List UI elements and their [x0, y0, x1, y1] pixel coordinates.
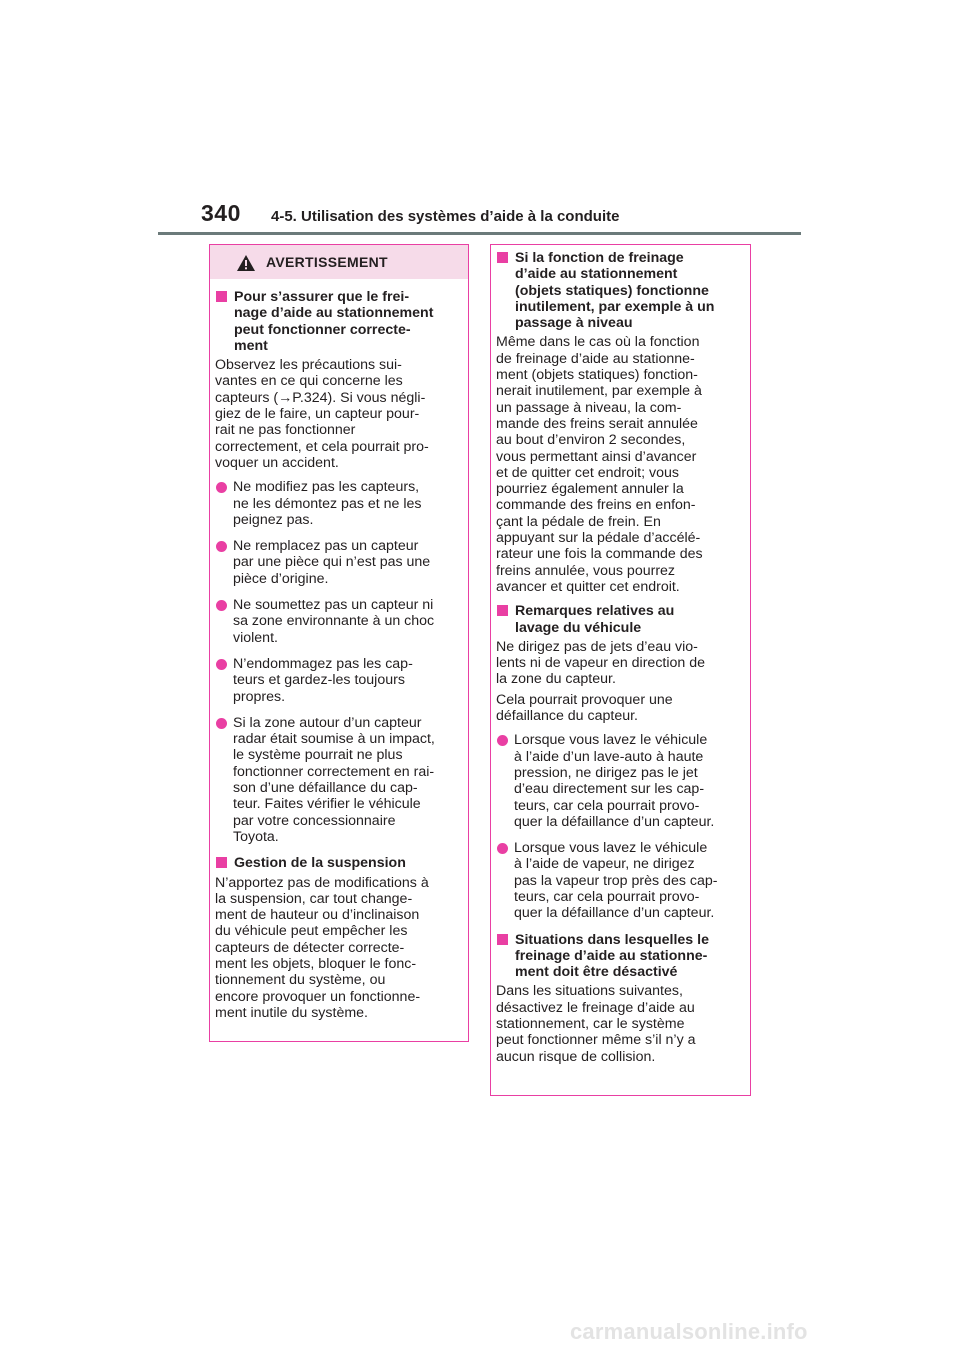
heading-suspension: Gestion de la suspension — [215, 855, 468, 871]
circle-bullet-icon — [216, 659, 227, 670]
section-title: 4-5. Utilisation des systèmes d’aide à la conduite — [271, 208, 620, 225]
bullet-item: Lorsque vous lavez le véhicule à l’aide d’un lave-auto à haute pression, ne dirigez pas le jet d’eau directement sur les cap- teurs, car cela pourrait provo- quer la défaillance d’un capteur. — [496, 732, 750, 830]
square-bullet-icon — [216, 291, 227, 302]
paragraph-sensor-precautions: Observez les précautions sui- vantes en ce qui concerne les capteurs (→P.324). Si vous négli- giez de le faire, un capteur pour- rait ne pas fonctionner correctement, et cela pourrait pro- voquer un accident. — [215, 357, 429, 471]
paragraph-suspension: N’apportez pas de modifications à la suspension, car tout change- ment de hauteur ou d’inclinaison du véhicule peut empêcher les capteurs de détecter correcte- ment les objets, bloquer le fonc- tionnement du système, ou encore provoquer un fonctionne- ment inutile du système. — [215, 874, 429, 1021]
header-divider — [158, 232, 801, 235]
info-box — [490, 244, 751, 1096]
paragraph-water-jets: Ne dirigez pas de jets d’eau vio- lents ni de vapeur en direction de la zone du capteur. — [496, 638, 706, 688]
square-bullet-icon — [497, 934, 508, 945]
square-bullet-icon — [497, 605, 508, 616]
circle-bullet-icon — [216, 482, 227, 493]
paragraph-sensor-failure: Cela pourrait provoquer une défaillance du capteur. — [496, 691, 673, 725]
bullet-item: N’endommagez pas les cap- teurs et gardez-les toujours propres. — [215, 656, 468, 705]
page-number: 340 — [201, 200, 241, 226]
warning-label: AVERTISSEMENT — [266, 254, 388, 270]
bullet-item: Ne remplacez pas un capteur par une pièce qui n’est pas une pièce d’origine. — [215, 538, 468, 587]
bullet-item: Si la zone autour d’un capteur radar était soumise à un impact, le système pourrait ne plus fonctionner correctement en rai- son d’une défaillance du cap- teur. Faites vérifier le véhicule par votre concessionnaire Toyota. — [215, 715, 468, 845]
square-bullet-icon — [216, 857, 227, 868]
site-watermark: carmanualsonline.info — [570, 1319, 808, 1344]
warning-triangle-icon — [236, 254, 256, 272]
circle-bullet-icon — [216, 718, 227, 729]
circle-bullet-icon — [497, 735, 508, 746]
bullet-item: Lorsque vous lavez le véhicule à l’aide de vapeur, ne dirigez pas la vapeur trop près des cap- teurs, car cela pourrait provo- quer la défaillance d’un capteur. — [496, 840, 750, 921]
heading-sensor-precautions: Pour s’assurer que le frei- nage d’aide au stationnement peut fonctionner correcte- ment — [215, 289, 468, 354]
circle-bullet-icon — [497, 843, 508, 854]
paragraph-deactivation: Dans les situations suivantes, désactivez le freinage d’aide au stationnement, car le système peut fonctionner même s’il n’y a aucun risque de collision. — [496, 983, 696, 1065]
circle-bullet-icon — [216, 541, 227, 552]
warning-header — [210, 245, 468, 279]
bullet-item: Ne modifiez pas les capteurs, ne les démontez pas et ne les peignez pas. — [215, 479, 468, 528]
warning-box — [209, 244, 469, 1042]
paragraph-unnecessary-braking: Même dans le cas où la fonction de freinage d’aide au stationne- ment (objets statiques) fonction- nerait inutilement, par exemple à un passage à niveau, la com- mande des freins serait annulée au bout d’environ 2 secondes, vous permettant ainsi d’avancer et de quitter cet endroit; vous pourriez également annuler la commande des freins en enfon- çant la pédale de frein. En appuyant sur la pédale d’accélé- rateur une fois la commande des freins annulée, vous pourrez avancer et quitter cet endroit. — [496, 334, 703, 595]
bullet-item: Ne soumettez pas un capteur ni sa zone environnante à un choc violent. — [215, 597, 468, 646]
circle-bullet-icon — [216, 600, 227, 611]
heading-unnecessary-braking: Si la fonction de freinage d’aide au stationnement (objets statiques) fonctionne inutilement, par exemple à un passage à niveau — [496, 250, 750, 331]
square-bullet-icon — [497, 252, 508, 263]
heading-deactivation-situations: Situations dans lesquelles le freinage d’aide au stationne- ment doit être désactivé — [496, 932, 750, 981]
heading-vehicle-washing: Remarques relatives au lavage du véhicule — [496, 603, 750, 636]
page-header — [0, 0, 960, 240]
